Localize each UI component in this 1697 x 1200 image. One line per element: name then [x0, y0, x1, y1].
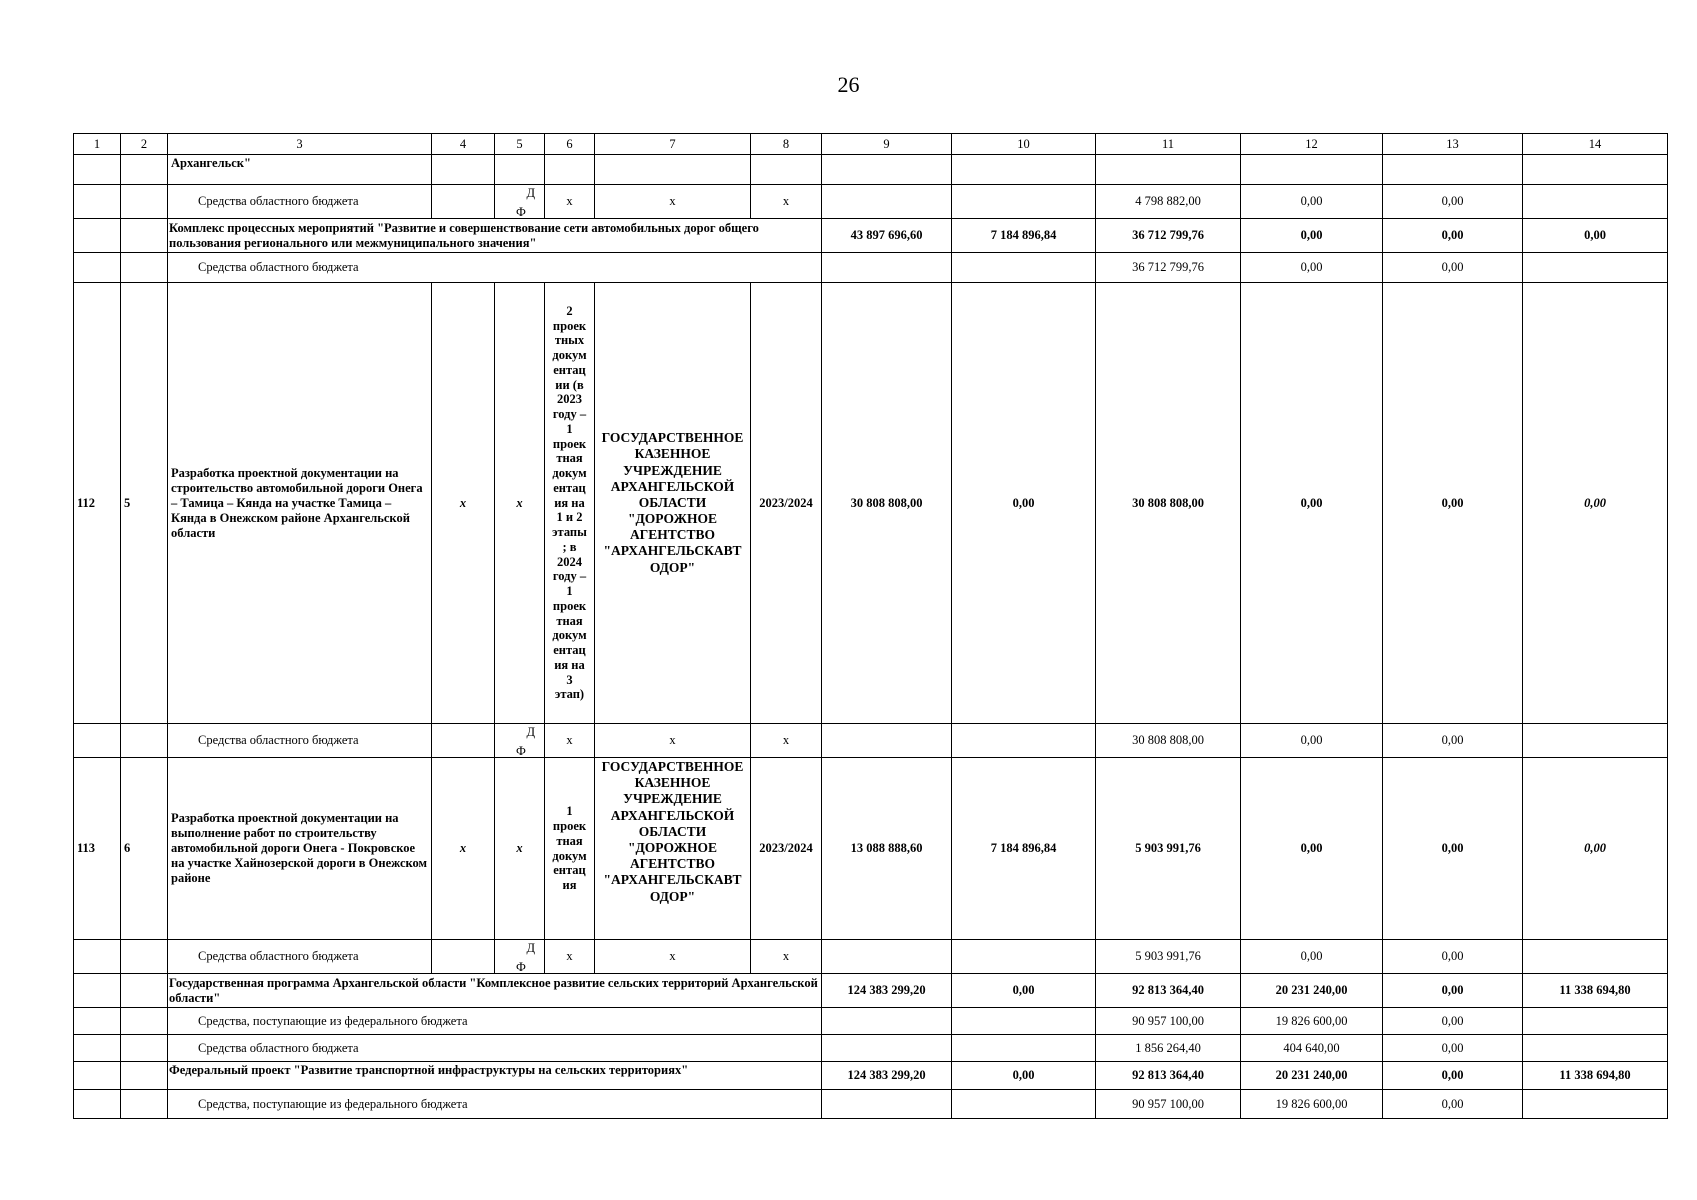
- header-cell: 11: [1096, 134, 1241, 155]
- cell-amount: 7 184 896,84: [952, 219, 1096, 253]
- table-row: [74, 253, 1668, 283]
- cell-amount: 0,00: [1383, 1035, 1523, 1062]
- cell: х: [432, 283, 495, 724]
- cell-amount: 0,00: [1241, 940, 1383, 974]
- cell-amount: 0,00: [1383, 974, 1523, 1008]
- cell-amount: 92 813 364,40: [1096, 1062, 1241, 1090]
- cell-amount: 0,00: [1241, 758, 1383, 940]
- cell-amount: 1 856 264,40: [1096, 1035, 1241, 1062]
- table-row: [74, 724, 1668, 758]
- row-title: Комплекс процессных мероприятий "Развитие и совершенствование сети автомобильных дорог общего пользования регионального или межмуниципального значения": [168, 219, 822, 253]
- indicator-cell: 1 проек тная докум ентац ия: [545, 758, 595, 940]
- cell-amount: 5 903 991,76: [1096, 758, 1241, 940]
- header-cell: 3: [168, 134, 432, 155]
- cell: х: [545, 724, 595, 758]
- cell-amount: 0,00: [1241, 724, 1383, 758]
- funding-source: Средства областного бюджета: [168, 1035, 822, 1062]
- cell: х: [432, 758, 495, 940]
- header-cell: 1: [74, 134, 121, 155]
- table-row: [74, 1008, 1668, 1035]
- cell-amount: 0,00: [952, 283, 1096, 724]
- cell-amount: 43 897 696,60: [822, 219, 952, 253]
- cell-amount: 20 231 240,00: [1241, 1062, 1383, 1090]
- cell-amount: 124 383 299,20: [822, 974, 952, 1008]
- cell-amount: 0,00: [1383, 185, 1523, 219]
- table-row: [74, 155, 1668, 185]
- row-title: Разработка проектной документации на выполнение работ по строительству автомобильной дороги Онега - Покровское на участке Хайнозерской дороги в Онежском районе: [168, 758, 432, 940]
- table-row: [74, 974, 1668, 1008]
- cell-amount: 0,00: [1383, 1062, 1523, 1090]
- cell: х: [495, 283, 545, 724]
- cell-amount: 13 088 888,60: [822, 758, 952, 940]
- cell-amount: 0,00: [1241, 219, 1383, 253]
- header-cell: 10: [952, 134, 1096, 155]
- table-row: [74, 185, 1668, 219]
- cell-amount: 0,00: [1241, 283, 1383, 724]
- cell-amount: 36 712 799,76: [1096, 219, 1241, 253]
- row-number: 113: [74, 758, 121, 940]
- df-cell: Д Ф: [495, 185, 545, 219]
- page-number: 26: [837, 72, 860, 97]
- budget-table: [73, 133, 1668, 1119]
- cell-period: 2023/2024: [751, 283, 822, 724]
- table-row: [74, 1062, 1668, 1090]
- funding-source: Средства, поступающие из федерального бюджета: [168, 1090, 822, 1119]
- cell-amount: 0,00: [1523, 283, 1668, 724]
- cell-amount: 0,00: [1383, 758, 1523, 940]
- cell-amount: 19 826 600,00: [1241, 1008, 1383, 1035]
- responsible-org: ГОСУДАРСТВЕННОЕ КАЗЕННОЕ УЧРЕЖДЕНИЕ АРХАНГЕЛЬСКОЙ ОБЛАСТИ "ДОРОЖНОЕ АГЕНТСТВО "АРХАНГЕЛЬСКАВТ ОДОР": [595, 283, 751, 724]
- cell-amount: 0,00: [1383, 253, 1523, 283]
- funding-source: Средства областного бюджета: [168, 940, 432, 974]
- df-cell: Д Ф: [495, 940, 545, 974]
- header-cell: 2: [121, 134, 168, 155]
- cell-amount: 124 383 299,20: [822, 1062, 952, 1090]
- row-title: Федеральный проект "Развитие транспортной инфраструктуры на сельских территориях": [168, 1062, 822, 1090]
- header-cell: 6: [545, 134, 595, 155]
- header-cell: 4: [432, 134, 495, 155]
- cell-amount: 30 808 808,00: [1096, 283, 1241, 724]
- funding-source: Средства, поступающие из федерального бюджета: [168, 1008, 822, 1035]
- header-cell: 7: [595, 134, 751, 155]
- table-row: [74, 940, 1668, 974]
- cell-amount: 0,00: [952, 974, 1096, 1008]
- indicator-cell: 2 проек тных докум ентац ии (в 2023 году – 1 проек тная докум ентац ия на 1 и 2 этапы ; в 2024 году – 1 проек тная докум ентац ия на 3 этап): [545, 283, 595, 724]
- cell-amount: 30 808 808,00: [1096, 724, 1241, 758]
- row-number: 112: [74, 283, 121, 724]
- cell: х: [545, 185, 595, 219]
- cell: х: [545, 940, 595, 974]
- cell: х: [595, 940, 751, 974]
- df-cell: Д Ф: [495, 724, 545, 758]
- table-row: [74, 758, 1668, 940]
- table-row: [74, 1090, 1668, 1119]
- row-title: Государственная программа Архангельской области "Комплексное развитие сельских территорий Архангельской области": [168, 974, 822, 1008]
- table-row: [74, 283, 1668, 724]
- cell-amount: 90 957 100,00: [1096, 1008, 1241, 1035]
- header-cell: 14: [1523, 134, 1668, 155]
- cell-amount: 0,00: [1241, 185, 1383, 219]
- funding-source: Средства областного бюджета: [168, 253, 822, 283]
- cell: х: [595, 185, 751, 219]
- header-cell: 12: [1241, 134, 1383, 155]
- cell-amount: 11 338 694,80: [1523, 1062, 1668, 1090]
- header-cell: 9: [822, 134, 952, 155]
- cell: х: [495, 758, 545, 940]
- cell-amount: 30 808 808,00: [822, 283, 952, 724]
- cell-amount: 4 798 882,00: [1096, 185, 1241, 219]
- cell-amount: 0,00: [1383, 283, 1523, 724]
- cell-amount: 0,00: [1383, 724, 1523, 758]
- funding-source: Средства областного бюджета: [168, 724, 432, 758]
- cell-amount: 0,00: [1523, 219, 1668, 253]
- cell-amount: 11 338 694,80: [1523, 974, 1668, 1008]
- cell-amount: 0,00: [1523, 758, 1668, 940]
- cell-amount: 0,00: [1383, 219, 1523, 253]
- cell: х: [751, 724, 822, 758]
- cell-amount: 404 640,00: [1241, 1035, 1383, 1062]
- table-header-row: [74, 134, 1668, 155]
- cell-amount: 92 813 364,40: [1096, 974, 1241, 1008]
- cell-amount: 90 957 100,00: [1096, 1090, 1241, 1119]
- row-title: Разработка проектной документации на строительство автомобильной дороги Онега – Тамица – Кянда на участке Тамица – Кянда в Онежском районе Архангельской области: [168, 283, 432, 724]
- cell: х: [751, 185, 822, 219]
- table-row: [74, 1035, 1668, 1062]
- cell-period: 2023/2024: [751, 758, 822, 940]
- funding-source: Средства областного бюджета: [168, 185, 432, 219]
- cell-amount: 0,00: [1383, 1008, 1523, 1035]
- cell-amount: 0,00: [952, 1062, 1096, 1090]
- header-cell: 13: [1383, 134, 1523, 155]
- cell-amount: 0,00: [1383, 1090, 1523, 1119]
- row-subnumber: 5: [121, 283, 168, 724]
- table-row: [74, 219, 1668, 253]
- cell: х: [595, 724, 751, 758]
- cell: х: [751, 940, 822, 974]
- cell-amount: 5 903 991,76: [1096, 940, 1241, 974]
- cell-amount: 36 712 799,76: [1096, 253, 1241, 283]
- cell-amount: 0,00: [1383, 940, 1523, 974]
- cell-amount: 19 826 600,00: [1241, 1090, 1383, 1119]
- row-subnumber: 6: [121, 758, 168, 940]
- cell-amount: 0,00: [1241, 253, 1383, 283]
- cell-amount: 7 184 896,84: [952, 758, 1096, 940]
- header-cell: 8: [751, 134, 822, 155]
- row-title: Архангельск": [168, 155, 432, 185]
- responsible-org: ГОСУДАРСТВЕННОЕ КАЗЕННОЕ УЧРЕЖДЕНИЕ АРХАНГЕЛЬСКОЙ ОБЛАСТИ "ДОРОЖНОЕ АГЕНТСТВО "АРХАНГЕЛЬСКАВТ ОДОР": [595, 758, 751, 940]
- header-cell: 5: [495, 134, 545, 155]
- cell-amount: 20 231 240,00: [1241, 974, 1383, 1008]
